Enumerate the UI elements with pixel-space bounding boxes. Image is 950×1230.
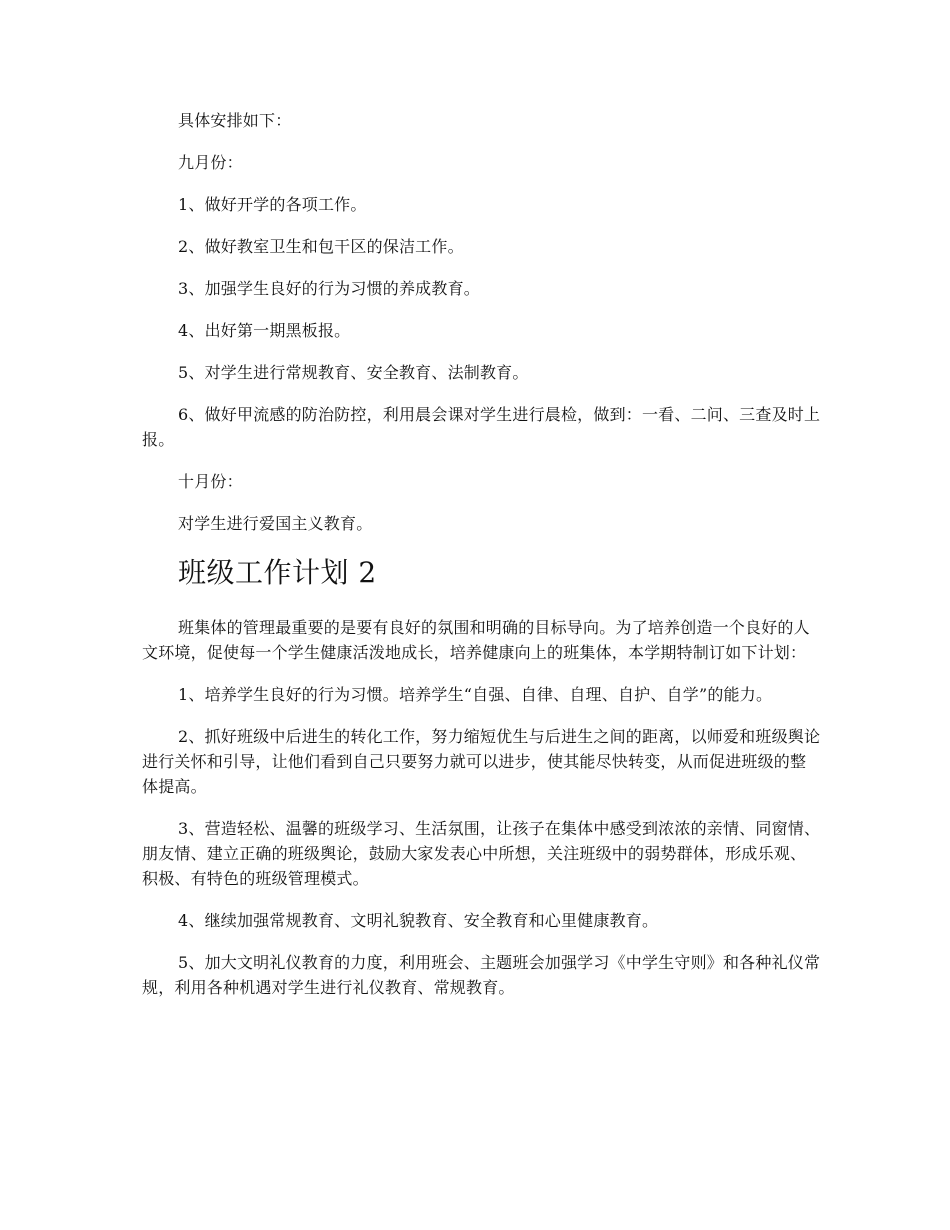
list-item: 1、做好开学的各项工作。 (178, 195, 367, 214)
section-intro: 班集体的管理最重要的是要有良好的氛围和明确的目标导向。为了培养创造一个良好的人文环境，促使每一个学生健康活泼地成长，培养健康向上的班集体，本学期特制订如下计划： (142, 618, 810, 662)
list-item: 4、出好第一期黑板报。 (178, 321, 351, 340)
list-item: 2、抓好班级中后进生的转化工作，努力缩短优生与后进生之间的距离，以师爱和班级舆论进行关怀和引导，让他们看到自己只要努力就可以进步，使其能尽快转变，从而促进班级的整体提高。 (142, 727, 821, 796)
section-title: 班级工作计划 2 (178, 556, 377, 589)
list-item: 3、加强学生良好的行为习惯的养成教育。 (178, 279, 480, 298)
list-item: 5、加大文明礼仪教育的力度，利用班会、主题班会加强学习《中学生守则》和各种礼仪常规，利用各种机遇对学生进行礼仪教育、常规教育。 (142, 953, 821, 997)
september-heading: 九月份： (178, 153, 243, 172)
list-item: 1、培养学生良好的行为习惯。培养学生“自强、自律、自理、自护、自学”的能力。 (178, 685, 773, 704)
list-item: 5、对学生进行常规教育、安全教育、法制教育。 (178, 363, 529, 382)
intro-line: 具体安排如下： (178, 111, 292, 130)
list-item: 2、做好教室卫生和包干区的保洁工作。 (178, 237, 464, 256)
list-item: 6、做好甲流感的防治防控，利用晨会课对学生进行晨检，做到：一看、二问、三查及时上报。 (142, 405, 821, 449)
october-heading: 十月份： (178, 472, 243, 491)
october-text: 对学生进行爱国主义教育。 (178, 514, 373, 533)
list-item: 3、营造轻松、温馨的班级学习、生活氛围，让孩子在集体中感受到浓浓的亲情、同窗情、朋友情、建立正确的班级舆论，鼓励大家发表心中所想，关注班级中的弱势群体，形成乐观、积极、有特色的班级管理模式。 (142, 819, 821, 888)
document-page (142, 108, 822, 1017)
list-item: 4、继续加强常规教育、文明礼貌教育、安全教育和心里健康教育。 (178, 911, 659, 930)
